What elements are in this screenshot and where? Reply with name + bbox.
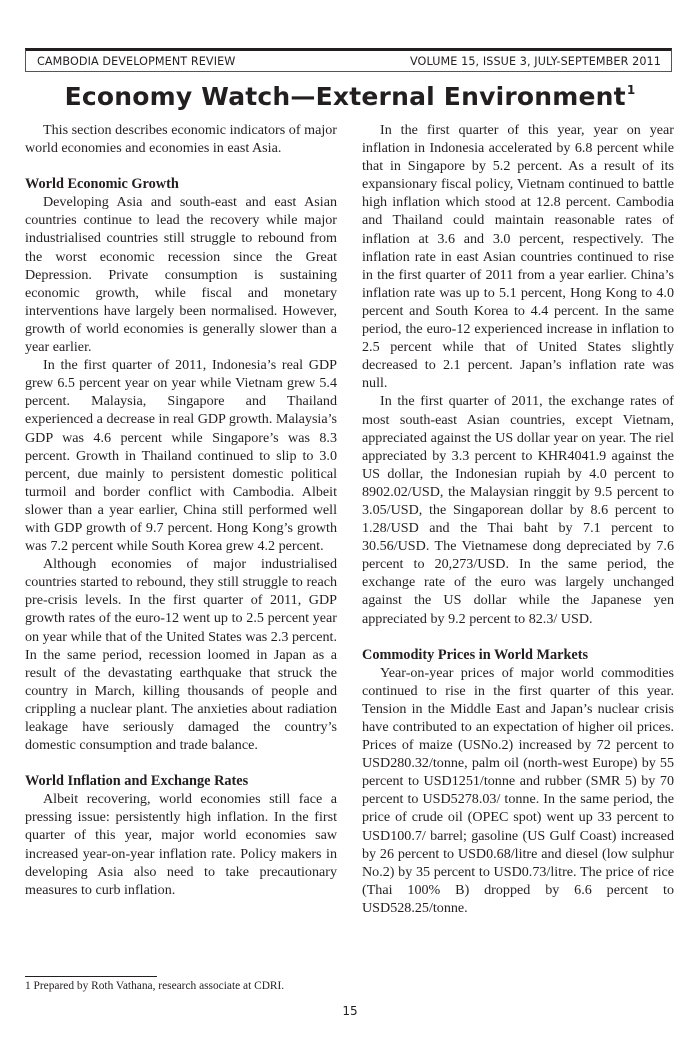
- paragraph: Year-on-year prices of major world commodities continued to rise in the first quarter of this year. Tension in the Middle East and Japan’s nuclear crisis have contributed to an expectation of higher oil prices. Prices of maize (USNo.2) increased by 72 percent to USD280.32/tonne, palm oil (north-west Europe) by 55 percent to USD1251/tonne and rubber (SMR 5) by 70 percent to USD5278.03/ tonne. In the same period, the price of crude oil (OPEC spot) went up 33 percent to USD100.7/ barrel; gasoline (US Gulf Coast) increased by 26 percent to USD0.68/litre and diesel (low sulphur No.2) by 35 percent to USD0.73/litre. The price of rice (Thai 100% B) dropped by 6.6 percent to USD528.25/tonne.: [362, 664, 674, 916]
- section-heading-commodity-prices: Commodity Prices in World Markets: [362, 646, 589, 663]
- left-column: [25, 121, 337, 899]
- paragraph: In the first quarter of 2011, Indonesia’s real GDP grew 6.5 percent year on year while Vietnam grew 5.4 percent. Malaysia, Singapore and Thailand experienced a decrease in real GDP growth. Malaysia’s GDP was 4.6 percent while Singapore’s was 8.3 percent. Growth in Thailand continued to slip to 3.0 percent, due mainly to persistent domestic political turmoil and border conflict with Cambodia. Albeit slower than a year earlier, China still performed well with GDP growth of 9.7 percent. Hong Kong’s growth was 7.2 percent while South Korea grew 4.2 percent.: [25, 357, 337, 555]
- issue-info: VOLUME 15, ISSUE 3, JULY-SEPTEMBER 2011: [410, 54, 661, 68]
- title-footnote-marker: 1: [626, 83, 636, 97]
- running-header: [25, 48, 672, 72]
- section-heading-world-economic-growth: World Economic Growth: [25, 176, 179, 193]
- right-column: [362, 121, 674, 917]
- page-number: 15: [342, 1004, 358, 1018]
- page-title-text: Economy Watch—External Environment: [64, 82, 626, 111]
- section-heading-world-inflation: World Inflation and Exchange Rates: [25, 773, 249, 790]
- intro-paragraph: This section describes economic indicators of major world economies and economies in east Asia.: [25, 122, 337, 157]
- paragraph: Albeit recovering, world economies still face a pressing issue: persistently high inflation. In the first quarter of this year, major world economies saw increased year-on-year inflation rate. Policy makers in developing Asia also need to take precautionary measures to curb inflation.: [25, 791, 337, 898]
- journal-name: CAMBODIA DEVELOPMENT REVIEW: [37, 54, 236, 68]
- footnote: 1 Prepared by Roth Vathana, research associate at CDRI.: [25, 980, 285, 992]
- paragraph: In the first quarter of this year, year on year inflation in Indonesia accelerated by 6.8 percent while that in Singapore by 5.2 percent. As a result of its expansionary fiscal policy, Vietnam continued to battle high inflation which stood at 12.8 percent. Cambodia and Thailand could maintain reasonable rates of inflation at 3.6 and 3.0 percent, respectively. The inflation rate in east Asian countries continued to rise in the first quarter of 2011 from a year earlier. China’s inflation rate was up to 5.1 percent, Hong Kong to 4.0 percent and South Korea to 4.4 percent. In the same period, the euro-12 experienced increase in inflation to 2.5 percent while that of United States slightly decreased to 2.1 percent. Japan’s inflation rate was null.: [362, 122, 674, 392]
- paragraph: Developing Asia and south-east and east Asian countries continue to lead the recovery while major industrialised countries still struggle to rebound from the worst economic recession since the Great Depression. Private consumption is sustaining economic growth, while fiscal and monetary interventions have largely been normalised. However, growth of world economies is generally slower than a year earlier.: [25, 194, 337, 356]
- page-title: [0, 82, 700, 111]
- paragraph: Although economies of major industrialised countries started to rebound, they still struggle to reach pre-crisis levels. In the first quarter of 2011, GDP growth rates of the euro-12 went up to 2.5 percent year on year while that of the United States was 2.3 percent. In the same period, recession loomed in Japan as a result of the devastating earthquake that struck the country in March, killing thousands of people and crippling a nuclear plant. The anxieties about radiation leakage have seriously damaged the country’s domestic consumption and trade balance.: [25, 556, 337, 754]
- footnote-divider: [25, 976, 157, 977]
- paragraph: In the first quarter of 2011, the exchange rates of most south-east Asian countries, except Vietnam, appreciated against the US dollar year on year. The riel appreciated by 3.3 percent to KHR4041.9 against the US dollar, the Indonesian rupiah by 4.0 percent to 8902.02/USD, the Malaysian ringgit by 9.5 percent to 3.05/USD, the Singaporean dollar by 8.6 percent to 1.28/USD and the Thai baht by 7.1 percent to 30.56/USD. The Vietnamese dong depreciated by 7.6 percent to 20,273/USD. In the same period, the exchange rate of the euro was largely unchanged against the US dollar while the Japanese yen appreciated by 9.2 percent to 82.3/ USD.: [362, 393, 674, 627]
